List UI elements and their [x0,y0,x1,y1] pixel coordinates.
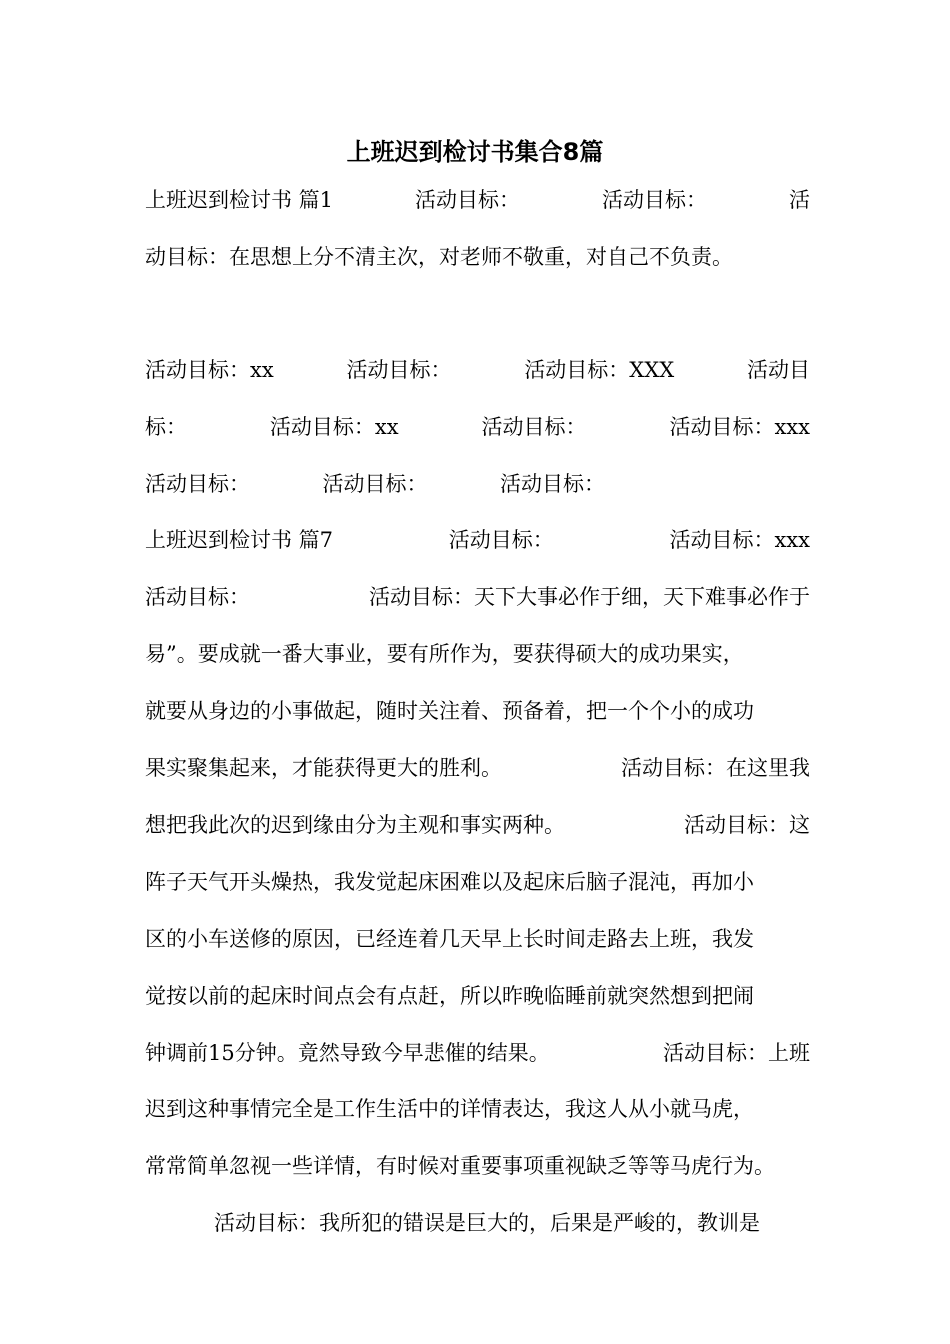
text-segment: 活动目标：xxx [669,528,810,552]
text-segment: 区的小车送修的原因，已经连着几天早上长时间走路去上班，我发 [145,927,754,951]
text-line [145,350,810,390]
text-segment: 活动目标： [415,188,521,212]
text-segment: 活动目标： [145,472,250,496]
text-segment: 活动目标： [500,472,605,496]
text-segment: 易”。要成就一番大事业，要有所作为，要获得硕大的成功果实， [145,642,744,666]
text-segment: 活动目标：XXX [524,358,675,382]
text-segment: 活动目标：xxx [669,415,810,439]
text-segment: 活动目标： [481,415,587,439]
text-segment: 就要从身边的小事做起，随时关注着、预备着，把一个个小的成功 [145,699,754,723]
text-segment: 活动目 [746,358,810,382]
text-segment: 阵子天气开头燥热，我发觉起床困难以及起床后脑子混沌，再加小 [145,870,754,894]
text-segment: 上班迟到检讨书 篇1 [145,188,334,212]
text-line [145,805,810,845]
text-line [145,407,810,447]
text-line [145,180,810,220]
text-segment: 活动目标：xx [145,358,274,382]
text-segment: 果实聚集起来，才能获得更大的胜利。 [145,756,502,780]
text-segment: 活动目标：天下大事必作于细，天下难事必作于 [369,585,810,609]
text-segment: 活动目标： [448,528,554,552]
text-segment: 活动目标： [322,472,428,496]
text-segment: 活动目标： [346,358,452,382]
text-segment: 活 [789,188,810,212]
text-line [145,1033,810,1073]
text-segment: 常常简单忽视一些详情，有时候对重要事项重视缺乏等等马虎行为。 [145,1154,775,1178]
text-line [145,237,810,277]
text-segment: 活动目标：我所犯的错误是巨大的，后果是严峻的，教训是 [214,1211,760,1235]
text-line [145,976,810,1016]
text-segment: 想把我此次的迟到缘由分为主观和事实两种。 [145,813,565,837]
text-line [145,1146,810,1186]
text-segment: 活动目标： [145,585,250,609]
text-line [145,634,810,674]
text-line [145,748,810,788]
text-segment: 标： [145,415,187,439]
text-segment: 活动目标：在这里我 [621,756,810,780]
text-segment: 钟调前15分钟。竟然导致今早悲催的结果。 [145,1041,550,1065]
text-line [145,464,605,504]
text-segment: 上班迟到检讨书 篇7 [145,528,334,552]
text-line [145,919,810,959]
text-segment: 活动目标： [602,188,708,212]
text-line [214,1203,810,1243]
text-line [145,862,810,902]
document-title: 上班迟到检讨书集合8篇 [346,138,604,166]
text-line [145,1089,810,1129]
text-line [145,691,810,731]
text-segment: 活动目标：上班 [663,1041,810,1065]
text-segment: 觉按以前的起床时间点会有点赶，所以昨晚临睡前就突然想到把闹 [145,984,754,1008]
text-segment: 活动目标：xx [269,415,399,439]
text-segment: 活动目标：这 [684,813,810,837]
text-line [145,577,810,617]
text-segment: 迟到这种事情完全是工作生活中的详情表达，我这人从小就马虎， [145,1097,754,1121]
text-line [145,520,810,560]
text-segment: 动目标：在思想上分不清主次，对老师不敬重，对自己不负责。 [145,245,733,269]
